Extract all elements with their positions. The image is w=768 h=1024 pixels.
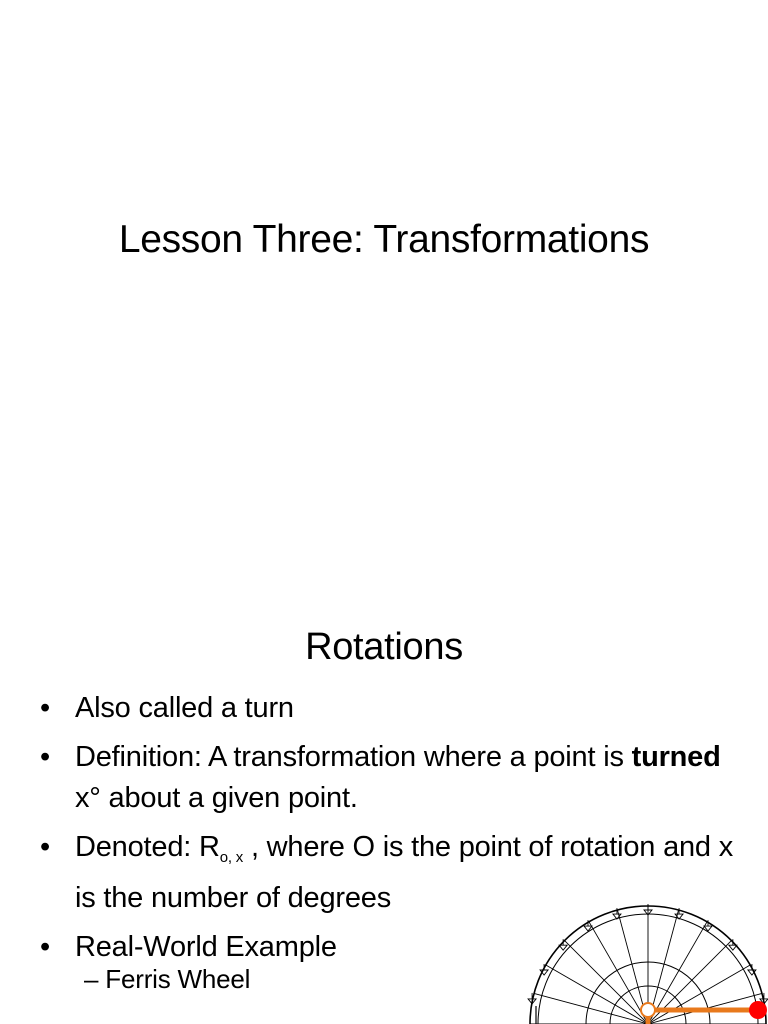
sub-bullet xyxy=(84,964,250,995)
sub-bullet-text: Ferris Wheel xyxy=(105,964,251,994)
bullet-text: Real-World Example xyxy=(75,931,337,963)
ferris-wheel-icon xyxy=(520,896,768,1024)
bullet-item xyxy=(40,688,740,729)
rotation-subscript: o, x xyxy=(219,849,244,866)
bullet-text: Also called a turn xyxy=(75,692,294,724)
sub-bullet-dash: – xyxy=(84,964,99,994)
bullet-marker: • xyxy=(40,831,50,863)
bullet-text: Denoted: R xyxy=(75,831,220,863)
bullet-text: , where O is the point of rotation and x is the number of degrees xyxy=(75,831,734,914)
rotations-slide xyxy=(0,600,768,1024)
slide-title: Rotations xyxy=(305,626,463,668)
bullet-text: x° about a given point. xyxy=(75,782,358,814)
bold-term: turned xyxy=(631,741,721,773)
bullet-item xyxy=(40,737,740,819)
bullet-marker: • xyxy=(40,741,50,773)
slide-title: Lesson Three: Transformations xyxy=(118,218,650,261)
bullet-marker: • xyxy=(40,931,50,963)
bullet-text: Definition: A transformation where a point is xyxy=(75,741,632,773)
bullet-marker: • xyxy=(40,692,50,724)
